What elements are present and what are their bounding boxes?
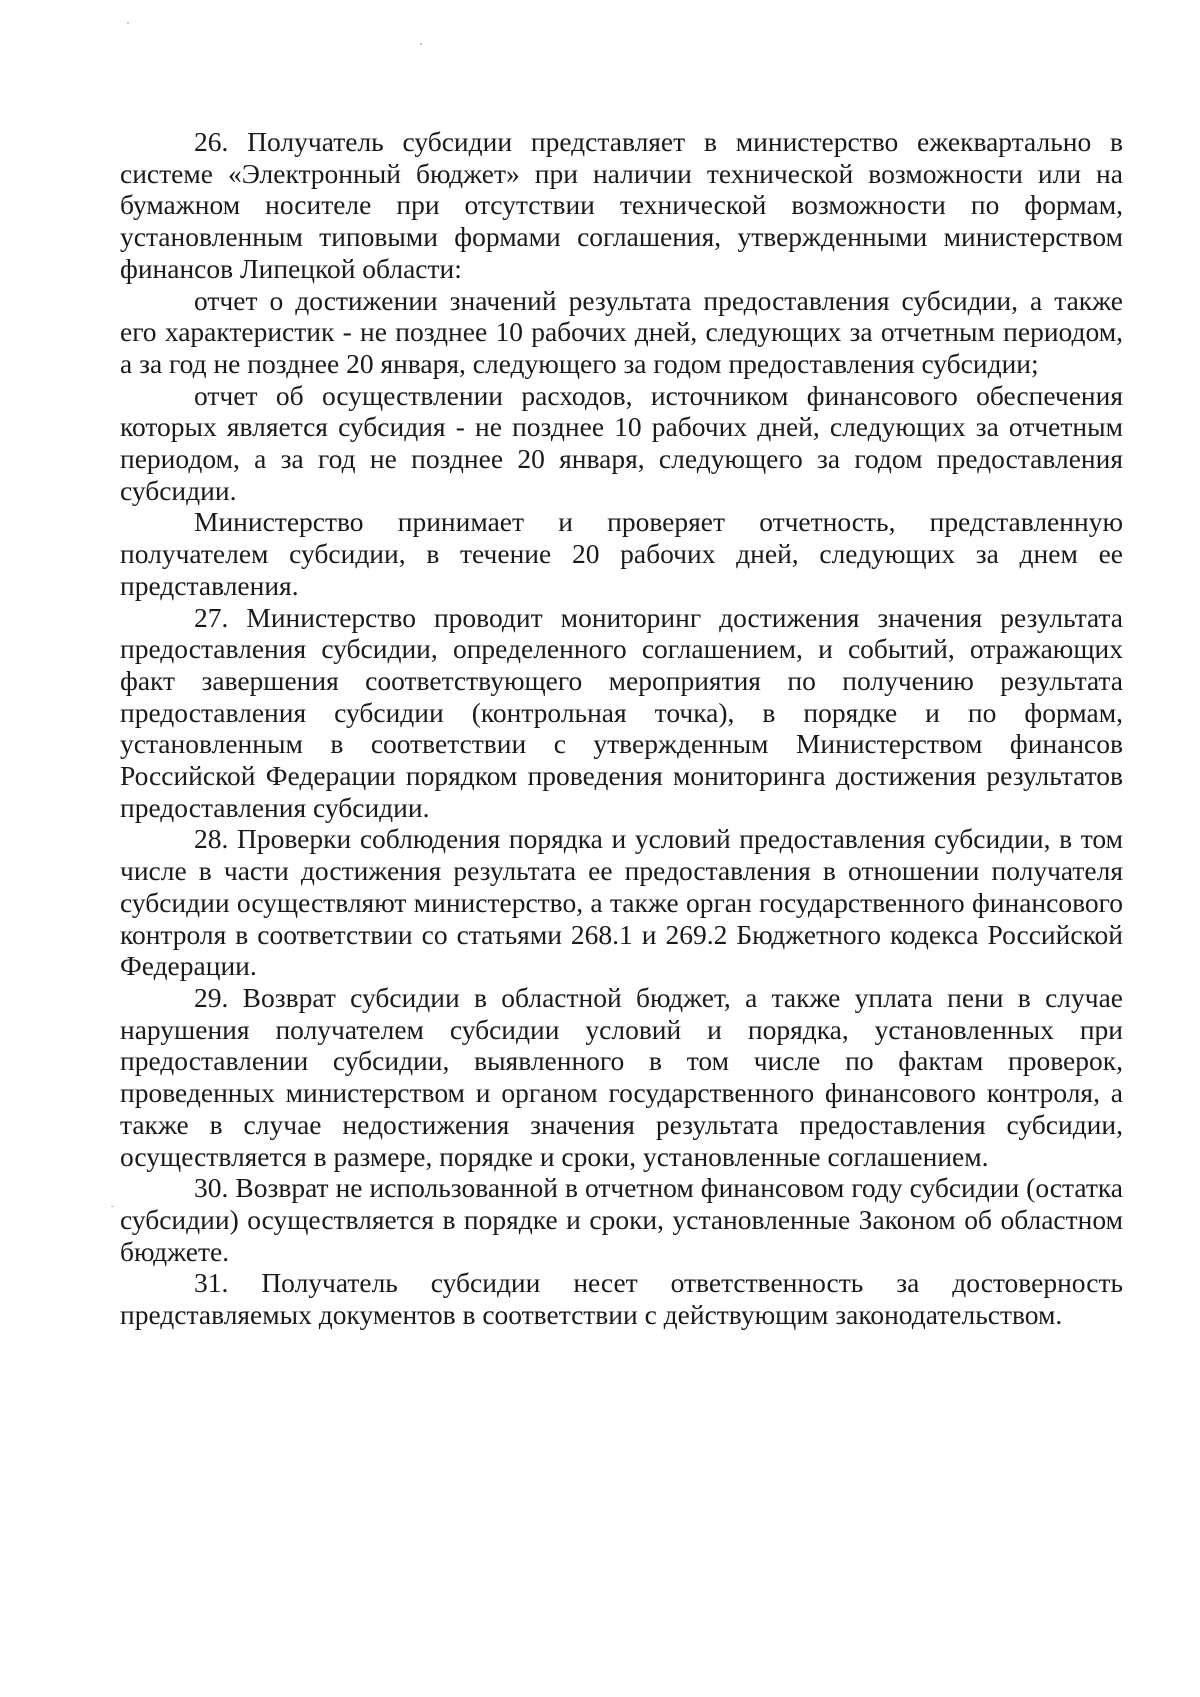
scan-speck [111,1206,114,1207]
paragraph-26-review: Министерство принимает и проверяет отчетность, представленную получателем субсидии, в течение 20 рабочих дней, следующих за днем ее представления. [120,506,1123,601]
paragraph-30: 30. Возврат не использованной в отчетном финансовом году субсидии (остатка субсидии) осуществляется в порядке и сроки, установленные Законом об областном бюджете. [120,1172,1123,1267]
paragraph-28: 28. Проверки соблюдения порядка и условий предоставления субсидии, в том числе в части достижения результата ее предоставления в отношении получателя субсидии осуществляют министерство, а также орган государственного финансового контроля в соответствии со статьями 268.1 и 269.2 Бюджетного кодекса Российской Федерации. [120,823,1123,982]
paragraph-26: 26. Получатель субсидии представляет в министерство ежеквартально в системе «Электронный бюджет» при наличии технической возможности или на бумажном носителе при отсутствии технической возможности по формам, установленным типовыми формами соглашения, утвержденными министерством финансов Липецкой области: [120,126,1123,284]
document-body [120,126,1123,1331]
scan-speck [420,43,422,45]
scan-speck [127,22,129,24]
paragraph-27: 27. Министерство проводит мониторинг достижения значения результата предоставления субсидии, определенного соглашением, и событий, отражающих факт завершения соответствующего мероприятия по получению результата предоставления субсидии (контрольная точка), в порядке и по формам, установленным в соответствии с утвержденным Министерством финансов Российской Федерации порядком проведения мониторинга достижения результатов предоставления субсидии. [120,601,1123,823]
paragraph-26-report-expenses: отчет об осуществлении расходов, источником финансового обеспечения которых является субсидия - не позднее 10 рабочих дней, следующих за отчетным периодом, а за год не позднее 20 января, следующего за годом предоставления субсидии. [120,379,1123,506]
paragraph-31: 31. Получатель субсидии несет ответственность за достоверность представляемых документов в соответствии с действующим законодательством. [120,1267,1123,1331]
paragraph-26-report-results: отчет о достижении значений результата предоставления субсидии, а также его характеристик - не позднее 10 рабочих дней, следующих за отчетным периодом, а за год не позднее 20 января, следующего за годом предоставления субсидии; [120,284,1123,379]
paragraph-29: 29. Возврат субсидии в областной бюджет, а также уплата пени в случае нарушения получателем субсидии условий и порядка, установленных при предоставлении субсидии, выявленного в том числе по фактам проверок, проведенных министерством и органом государственного финансового контроля, а также в случае недостижения значения результата предоставления субсидии, осуществляется в размере, порядке и сроки, установленные соглашением. [120,981,1123,1172]
